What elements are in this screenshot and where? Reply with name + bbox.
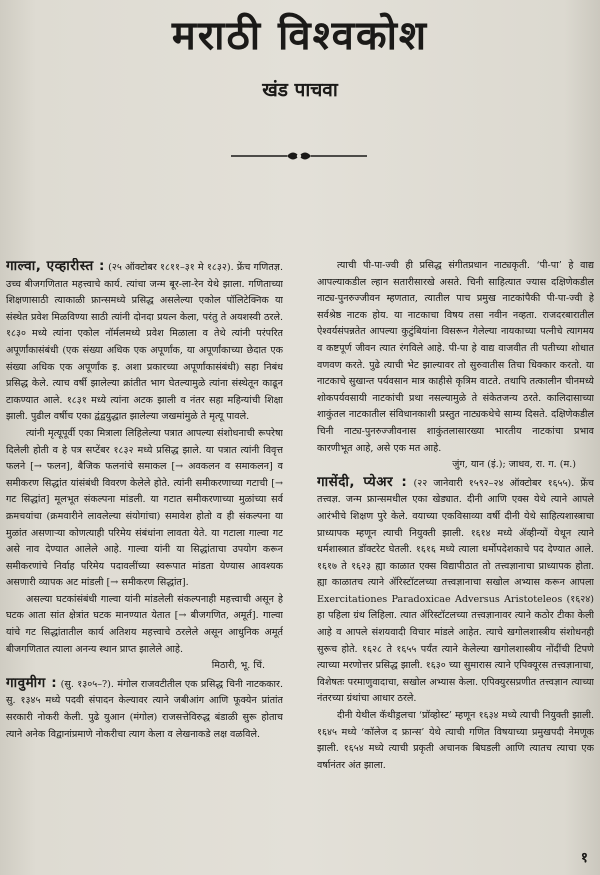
entry-gaumeeg-body: (सु. १३०५–?). मंगोल राजवटीतील एक प्रसिद्ध चिनी नाटककार. सु. १३४५ मध्ये पदवी संपादन केल्यावर त्याने जबीआंग आणि फूक्येन प्रांतांत सरकारी नोकरी केली. पुढे युआन (मंगोल) राजसत्तेविरुद्ध बंडाळी सुरू होताच त्याने अनेक विद्वानांप्रमाणे नोकरीचा त्याग केला व लेखनाकडे लक्ष वळविले. [6, 678, 283, 740]
left-column [6, 258, 283, 858]
entry-gassendi [317, 474, 594, 708]
page-title: मराठी विश्वकोश [171, 13, 429, 59]
entry-gassendi-paragraph-2: दीनी येथील कॅथीड्रलचा ‘प्रॉव्होस्ट’ म्हणून १६३४ मध्ये त्याची नियुक्ती झाली. १६४५ मध्ये ‘कॉलेज द फ्रान्स’ येथे त्याची गणित विषयाच्या प्रमुखपदी नेमणूक झाली. १६५४ मध्ये त्याची प्रकृती अचानक बिघडली आणि त्यातच त्याचा एक वर्षानंतर अंत झाला. [317, 710, 594, 771]
entry-galois-paragraph-3: असल्या घटकांसंबंधी गाल्वा यांनी मांडलेली संकल्पनाही महत्त्वाची असून हे घटक आता सांत क्षेत्रांत घटक मानण्यात येतात [→ बीजगणित, अमूर्त]. गाल्वा यांचे गट सिद्धांतातील कार्य अतिशय महत्त्वाचे ठरलेले असून आधुनिक अमूर्त बीजगणितात त्याला अनन्य स्थान प्राप्त झालेले आहे. [6, 593, 283, 655]
entry-gaumeeg-signature: जुंग, यान (इं.); जाधव, रा. ग. (म.) [452, 459, 576, 471]
headword-gaumeeg: गावुमीग : [6, 674, 58, 691]
volume-subtitle: खंड पाचवा [262, 79, 338, 101]
entry-galois [6, 258, 283, 426]
entry-gaumeeg-continued: त्याची पी-पा-ज्वी ही प्रसिद्ध संगीतप्रधान नाट्यकृती. ‘पी-पा’ हे वाद्य आपल्याकडील ल्हान सतारीसारखे असते. चिनी साहित्यात ज्यास दक्षिणेकडील नाट्य-पुनरुज्जीवन म्हणतात, त्यातील पाच प्रमुख नाटकांपैकी पी-पा-ज्वी हे सर्वश्रेष्ठ नाटक होय. या नाटकाचा विषय तसा नवीन नव्हता. राजदरबारातील ऐश्वर्यसंपन्नतेत आपल्या कुटुंबियांना विसरून गेलेल्या नायकाच्या पत्नीचे त्यागमय व कष्टपूर्ण जीवन त्यात रंगविले आहे. पी-पा हे वाद्य वाजवीत ती पतीच्या शोधात वणवण करते. पुढे त्याची भेट झाल्यावर तो सुरुवातीस तिचा धिक्कार करतो. या नाटकाचे सुखान्त पर्यवसान मात्र काहीसे कृत्रिम वाटते. तथापि तत्कालीन चीनमध्ये शोकपर्यवसायी नाटकांची प्रथा नसल्यामुळे ते संकेतजन्य ठरते. कालिदासाच्या शाकुंतल नाटकातील संविधानकाशी प्रस्तुत नाट्यकथेचे साम्य दिसते. दक्षिणेकडील चिनी नाट्य-पुनरुज्जीवनास शाकुंतलासारख्या भारतीय नाटकांचा प्रभाव कारणीभूत आहे, असे एक मत आहे. [317, 260, 594, 454]
right-column [317, 258, 594, 828]
entry-galois-paragraph-2: त्यांनी मृत्यूपूर्वी एका मित्राला लिहिलेल्या पत्रात आपल्या संशोधनाची रूपरेषा दिलेली होती व हे पत्र सप्टेंबर १८३२ मध्ये प्रसिद्ध झाले. या पत्रात त्यांनी विवृत्त फलने [→ फलन], बैजिक फलनांचे समाकल [→ अवकलन व समाकलन] व समीकरण सिद्धांत यांसंबंधी विवरण केलेले होते. त्यांनी समीकरणाच्या गटाची [→ गट सिद्धांत] मूलभूत संकल्पना मांडली. या गटात समीकरणाच्या मुळांच्या सर्व क्रमचयांचा (क्रमवारीने लावलेल्या संयोगांचा) समावेश होतो व ही संकल्पना या मुळांत असणाऱ्या कोणत्याही परिमेय संबंधांना लावता येते. या गटाला गाल्वा गट असे नाव देण्यात आलेले आहे. गाल्वा यांनी या सिद्धांताचा उपयोग करून समीकरणांचे निर्वाह परिमेय पदावलींच्या स्वरूपात मांडता येण्यास आवश्यक असणारी व्यापक अट मांडली [→ समीकरण सिद्धांत]. [6, 427, 283, 589]
entry-galois-body: (२५ ऑक्टोबर १८११–३१ मे १८३२). फ्रेंच गणितज्ञ. उच्च बीजगणितात महत्त्वाचे कार्य. त्यांचा जन्म बूर-ला-रेन येथे झाला. गणिताच्या शिक्षणासाठी त्याकाळी फ्रान्समध्ये प्रसिद्ध असलेल्या एकोल पॉलिटेक्निक या संस्थेत प्रवेश मिळविण्या साठी त्यांनी दोनदा प्रयत्न केला, परंतु ते अयशस्वी ठरले. १८३० मध्ये त्यांना एकोल नॉर्मलमध्ये प्रवेश मिळाला व तेथे त्यांनी परंपरित अपूर्णांकासंबंधी (एक संख्या अधिक एक अपूर्णांक, या अपूर्णांकाच्या छेदात एक संख्या अधिक एक अपूर्णांक इ. अशा प्रकारच्या अपूर्णांकासंबंधी) सहा निबंध प्रसिद्ध केले. त्याच वर्षी झालेल्या क्रांतीत भाग घेतल्यामुळे त्यांना संस्थेतून काढून टाकण्यात आले. १८३१ मध्ये त्यांना अटक झाली व नंतर सहा महिन्यांची शिक्षा झाली. पुढील वर्षीच एका द्वंद्वयुद्धात झालेल्या जखमांमुळे ते मृत्यू पावले. [6, 262, 283, 423]
entry-galois-signature: मिठारी, भू. चिं. [211, 660, 265, 672]
entry-gassendi-body: (२२ जानेवारी १५९२–२४ ऑक्टोबर १६५५). फ्रेंच तत्त्वज्ञ. जन्म फ्रान्समधील एका खेड्यात. दीनी आणि एक्स येथे त्याने आपले आरंभीचे शिक्षण पुरे केले. वयाच्या एकविसाव्या वर्षी दीनी येथे साहित्यशास्त्राचा प्राध्यापक म्हणून त्याची नियुक्ती झाली. १६१४ मध्ये ॲव्हीन्यों येथून त्याने धर्मशास्त्रात डॉक्टरेट घेतली. १६१६ मध्ये त्याला धर्मोपदेशकाचे पद देण्यात आले. १६१७ ते १६२३ ह्या काळात एक्स विद्यापीठात तो तत्त्वज्ञानाचा प्राध्यापक होता. ह्या काळातच त्याने ॲरिस्टॉटलच्या तत्त्वज्ञानाचा सखोल अभ्यास करून आपला Exercitationes Paradoxicae Adversus Aristoteleos (१६२४) हा पहिला ग्रंथ लिहिला. त्यात ॲरिस्टॉटलच्या तत्त्वज्ञानावर त्याने कठोर टीका केली आहे व आपले संशयवादी विचार मांडले आहेत. त्याचे खगोलशास्त्रीय संशोधनही सुरूच होते. १६२८ ते १६५५ पर्यंत त्याने केलेल्या खगोलशास्त्रीय नोंदींची टिपणे त्याच्या मरणोत्तर प्रसिद्ध झाली. १६३० च्या सुमारास त्याने एपिक्यूरस तत्त्वज्ञानाचा, विशेषतः परमाणुवादाचा, सखोल अभ्यास केला. एपिक्युरसप्रणीत तत्त्वज्ञान त्याच्या नंतरच्या ग्रंथांचा आधार ठरले. [317, 477, 594, 705]
headword-gassendi: गासेंदी, प्येअर : [317, 473, 408, 490]
page-number: १ [580, 850, 588, 866]
headword-galois: गाल्वा, एव्हारीस्त : [6, 258, 105, 274]
entry-gaumeeg [6, 675, 283, 743]
divider-ornament [229, 146, 369, 166]
